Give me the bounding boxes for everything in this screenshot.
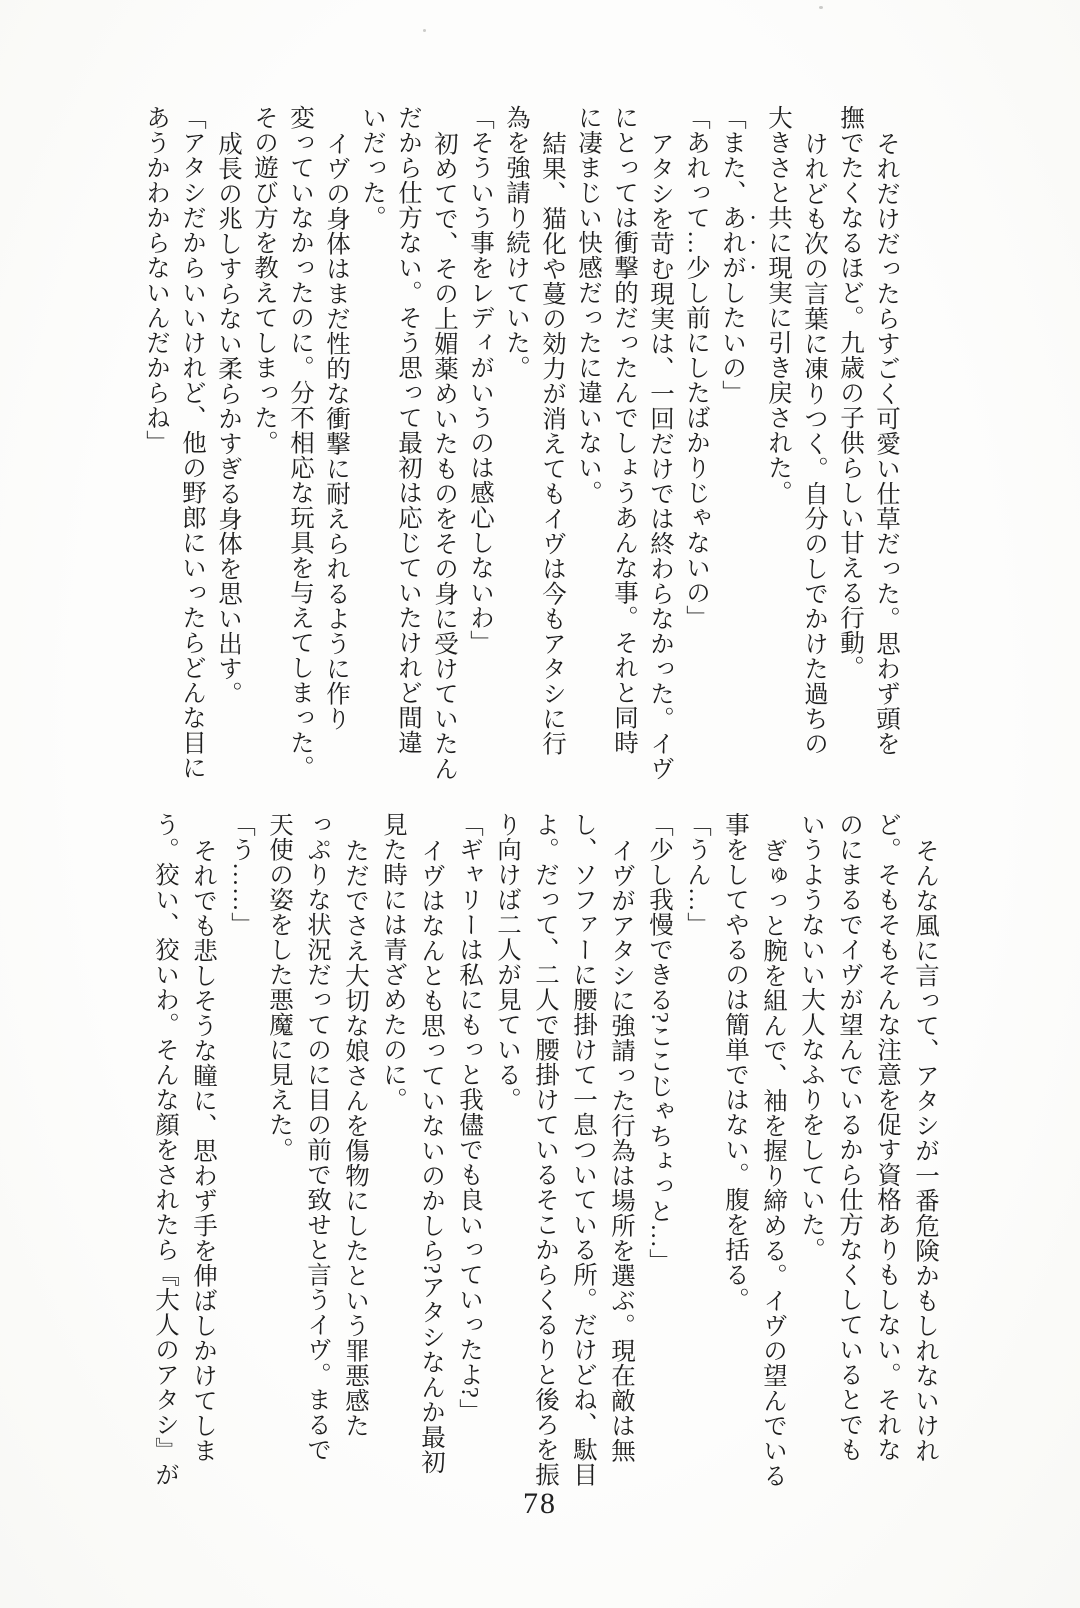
text-line: 「そういう事をレディがいうのは感心しないわ」 (467, 105, 494, 655)
text-line: イヴの身体はまだ性的な衝撃に耐えられるように作り (323, 131, 350, 731)
text-line: 成長の兆しすらない柔らかすぎる身体を思い出す。 (215, 131, 242, 706)
text-line: ぎゅっと腕を組んで、袖を握り締める。イヴの望んでいる (760, 838, 787, 1488)
text-line: 初めてで、その上媚薬めいたものをその身に受けていたん (431, 131, 458, 781)
text-line: 大きさと共に現実に引き戻された。 (765, 105, 792, 505)
text-line: 結果、猫化や蔓の効力が消えてもイヴは今もアタシに行 (539, 131, 566, 756)
text-block-top (138, 105, 904, 785)
text-block-bottom (146, 812, 944, 1492)
text-line: 「う……」 (228, 812, 255, 937)
text-line: 撫でたくなるほど。九歳の子供らしい甘える行動。 (837, 105, 864, 680)
text-line: よ。だって、二人で腰掛けているそこからくるりと後ろを振 (532, 812, 559, 1487)
text-line: いうようないい大人なふりをしていた。 (798, 812, 825, 1262)
text-line: 為を強請り続けていた。 (503, 105, 530, 380)
text-line: それでも悲しそうな瞳に、思わず手を伸ばしかけてしま (190, 838, 217, 1463)
text-line: アタシを苛む現実は、一回だけでは終わらなかった。イヴ (647, 131, 674, 781)
text-line: り向けば二人が見ている。 (494, 812, 521, 1112)
text-line: 「うん…」 (684, 812, 711, 937)
text-line: 見た時には青ざめたのに。 (380, 812, 407, 1112)
text-segment: 「また、 (719, 105, 746, 205)
text-line: 事をしてやるのは簡単ではない。腹を括る。 (722, 812, 749, 1312)
text-line: だから仕方ない。そう思って最初は応じていたけれど間違 (395, 105, 422, 755)
text-line: っぷりな状況だってのに目の前で致せと言うイヴ。まるで (304, 812, 331, 1462)
emphasized-text: あれが (719, 205, 746, 280)
text-line: あうかわからないんだからね」 (143, 105, 170, 455)
text-line (714, 105, 760, 785)
text-line: のにまるでイヴが望んでいるから仕方なくしているとでも (836, 812, 863, 1462)
text-line: 「少し我慢できる?ここじゃちょっと…」 (646, 812, 673, 1274)
text-line: いだった。 (359, 105, 386, 230)
text-line: に凄まじい快感だったに違いない。 (575, 105, 602, 505)
page-number: 78 (523, 1487, 557, 1520)
text-line: し、ソファーに腰掛けて一息ついている所。だけどね、駄目 (570, 812, 597, 1487)
text-line: う。狡い、狡いわ。そんな顔をされたら『大人のアタシ』が (152, 812, 179, 1487)
text-segment: したいの」 (719, 280, 746, 405)
text-line: イヴはなんとも思っていないのかしら?アタシなんか最初 (418, 838, 445, 1475)
text-line: 「アタシだからいいけれど、他の野郎にいったらどんな目に (179, 105, 206, 780)
text-line: けれども次の言葉に凍りつく。自分のしでかけた過ちの (801, 131, 828, 756)
text-line: 変っていなかったのに。分不相応な玩具を与えてしまった。 (287, 105, 314, 780)
text-line: にとっては衝撃的だったんでしょうあんな事。それと同時 (611, 105, 638, 755)
text-line: イヴがアタシに強請った行為は場所を選ぶ。現在敵は無 (608, 838, 635, 1463)
text-line: それだけだったらすごく可愛い仕草だった。思わず頭を (873, 131, 900, 756)
text-line: 天使の姿をした悪魔に見えた。 (266, 812, 293, 1162)
text-line: ただでさえ大切な娘さんを傷物にしたという罪悪感た (342, 838, 369, 1438)
text-line: 「あれって…少し前にしたばかりじゃないの」 (683, 105, 710, 630)
text-line: ど。そもそもそんな注意を促す資格ありもしない。それな (874, 812, 901, 1462)
text-line: そんな風に言って、アタシが一番危険かもしれないけれ (912, 838, 939, 1463)
scan-speck (423, 29, 426, 32)
text-line: 「ギャリーは私にもっと我儘でも良いっていったよ?」 (456, 812, 483, 1424)
scan-speck (819, 6, 823, 9)
text-line: その遊び方を教えてしまった。 (251, 105, 278, 455)
